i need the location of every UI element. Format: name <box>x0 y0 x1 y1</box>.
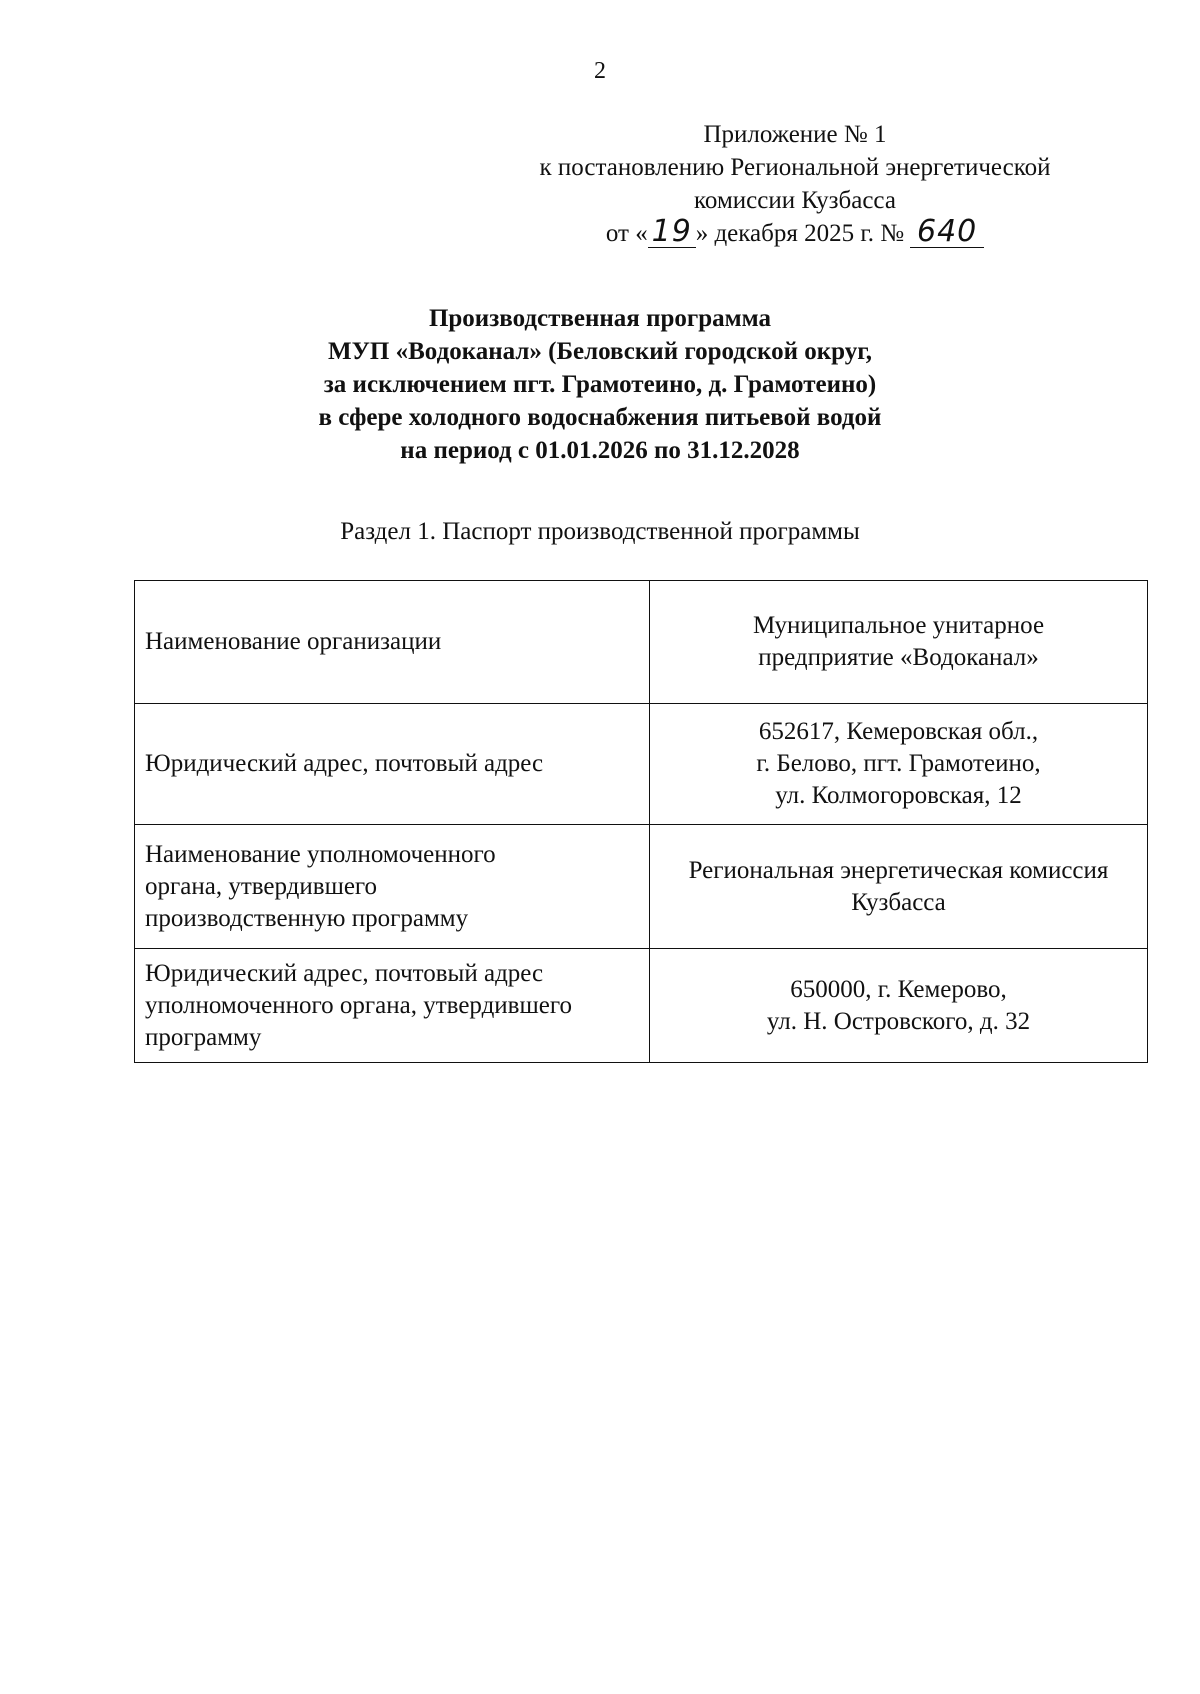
number-fill <box>910 214 984 249</box>
passport-table <box>134 580 1148 1063</box>
row-value <box>650 581 1148 704</box>
page-number: 2 <box>594 58 606 84</box>
row-value <box>650 704 1148 825</box>
program-title-line-1: Производственная программа <box>428 305 772 332</box>
row-value-line: Кузбасса <box>851 888 946 916</box>
program-title-line-5: на период с 01.01.2026 по 31.12.2028 <box>400 437 800 464</box>
row-label <box>135 581 650 704</box>
appendix-resolution-ref: к постановлению Региональной энергетической <box>539 154 1051 181</box>
row-label-line: производственную программу <box>145 904 469 932</box>
row-value <box>650 949 1148 1063</box>
table-row <box>135 825 1148 949</box>
program-title-line-3: за исключением пгт. Грамотеино, д. Грамотеино) <box>323 371 877 398</box>
row-label-line: Наименование уполномоченного <box>145 840 496 868</box>
handwritten-number: 640 <box>917 214 978 249</box>
row-value-line: Муниципальное унитарное <box>752 612 1045 639</box>
table-row <box>135 704 1148 825</box>
program-title-line-2: МУП «Водоканал» (Беловский городской округ, <box>327 338 873 365</box>
row-value-line: ул. Колмогоровская, 12 <box>775 782 1022 809</box>
row-value-line: Региональная энергетическая комиссия <box>688 856 1109 884</box>
row-label <box>135 825 650 949</box>
row-value-line: ул. Н. Островского, д. 32 <box>766 1007 1031 1035</box>
row-label-line: Юридический адрес, почтовый адрес <box>145 959 544 987</box>
appendix-header <box>505 118 1085 250</box>
row-value <box>650 825 1148 949</box>
date-prefix: от « <box>605 220 648 247</box>
row-label-line: уполномоченного органа, утвердившего <box>145 991 572 1019</box>
row-value-line: 652617, Кемеровская обл., <box>758 718 1039 745</box>
row-value-line: предприятие «Водоканал» <box>758 644 1039 671</box>
row-label-line: Юридический адрес, почтовый адрес <box>145 750 544 777</box>
row-label <box>135 949 650 1063</box>
program-title <box>0 302 1200 467</box>
table-row <box>135 581 1148 704</box>
row-label <box>135 704 650 825</box>
appendix-date-line <box>505 214 1085 250</box>
row-value-line: 650000, г. Кемерово, <box>790 975 1007 1003</box>
appendix-number: Приложение № 1 <box>703 121 887 148</box>
appendix-commission: комиссии Кузбасса <box>694 187 896 214</box>
section-title: Раздел 1. Паспорт производственной программы <box>340 518 860 545</box>
program-title-line-4: в сфере холодного водоснабжения питьевой водой <box>318 404 882 431</box>
row-label-line: программу <box>145 1023 262 1051</box>
day-fill <box>648 214 696 249</box>
row-label-line: органа, утвердившего <box>145 872 378 900</box>
handwritten-day: 19 <box>651 214 692 249</box>
row-value-line: г. Белово, пгт. Грамотеино, <box>756 750 1041 777</box>
table-row <box>135 949 1148 1063</box>
date-suffix: » декабря 2025 г. № <box>695 220 905 247</box>
row-label-line: Наименование организации <box>145 628 442 655</box>
